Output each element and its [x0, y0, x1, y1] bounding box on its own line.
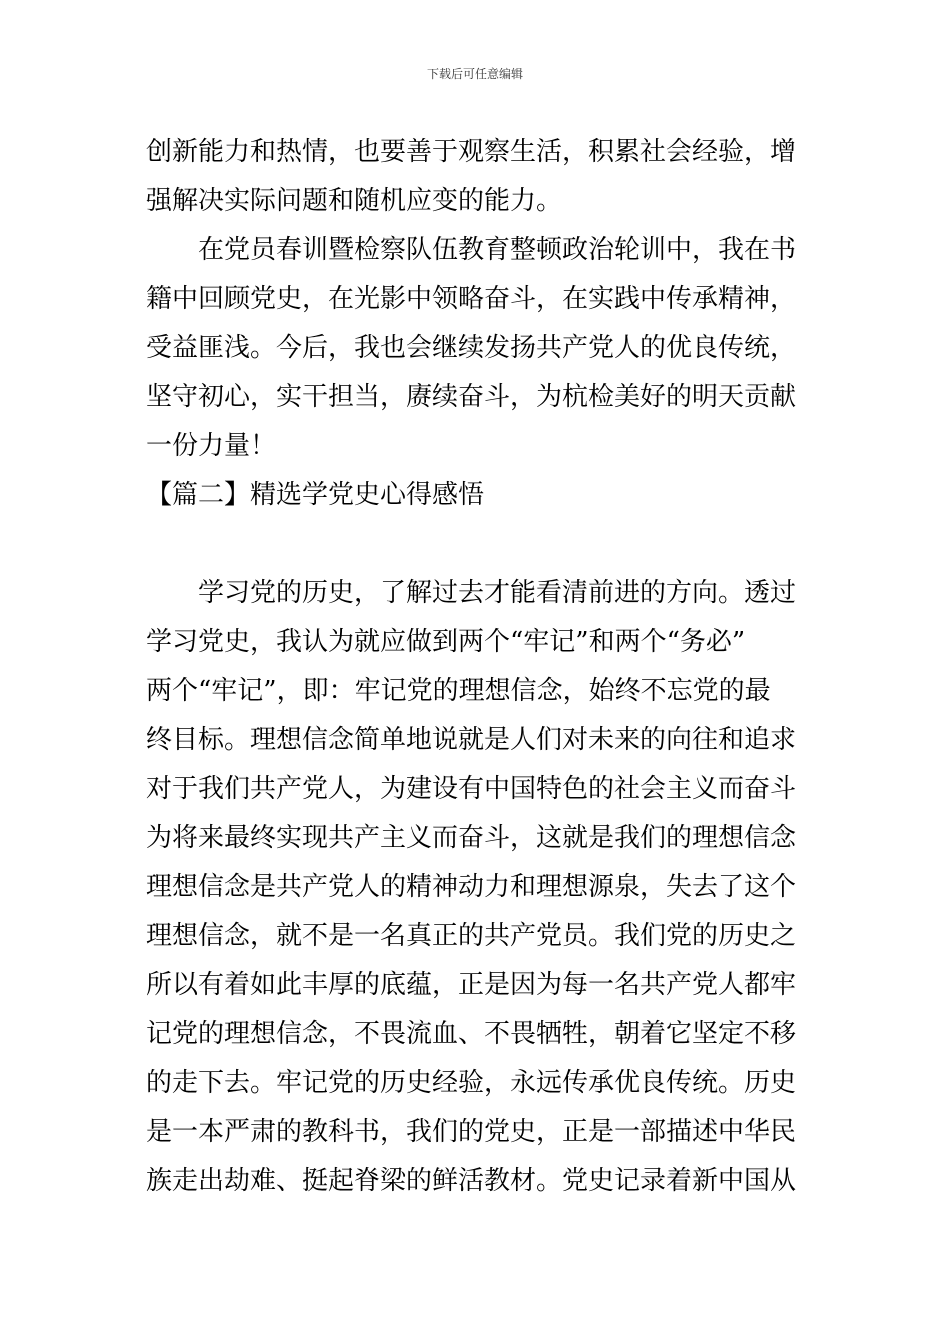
section-heading: 【篇二】精选学党史心得感悟 [146, 480, 485, 510]
text-line: 强解决实际问题和随机应变的能力。 [146, 186, 563, 216]
paragraph-start-line: 在党员春训暨检察队伍教育整顿政治轮训中，我在书 [198, 235, 797, 265]
text-line: 为将来最终实现共产主义而奋斗，这就是我们的理想信念 [146, 823, 797, 853]
blank-line [146, 520, 808, 569]
text-line: 对于我们共产党人，为建设有中国特色的社会主义而奋斗 [146, 774, 797, 804]
header-note: 下载后可任意编辑 [426, 67, 523, 81]
text-line: 创新能力和热情，也要善于观察生活，积累社会经验，增 [146, 137, 797, 167]
text-line: 是一本严肃的教科书，我们的党史，正是一部描述中华民 [146, 1117, 797, 1147]
document-body [146, 128, 808, 1206]
text-line: 理想信念，就不是一名真正的共产党员。我们党的历史之 [146, 921, 797, 951]
text-line: 族走出劫难、挺起脊梁的鲜活教材。党史记录着新中国从 [146, 1166, 797, 1196]
text-line: 籍中回顾党史，在光影中领略奋斗，在实践中传承精神， [146, 284, 797, 314]
text-line: 记党的理想信念，不畏流血、不畏牺牲，朝着它坚定不移 [146, 1019, 797, 1049]
text-line: 一份力量！ [146, 431, 277, 461]
text-line: 学习党史，我认为就应做到两个“牢记”和两个“务必” [146, 627, 746, 657]
text-line: 受益匪浅。今后，我也会继续发扬共产党人的优良传统， [146, 333, 797, 363]
text-line: 的走下去。牢记党的历史经验，永远传承优良传统。历史 [146, 1068, 797, 1098]
text-line: 所以有着如此丰厚的底蕴，正是因为每一名共产党人都牢 [146, 970, 797, 1000]
text-line: 理想信念是共产党人的精神动力和理想源泉，失去了这个 [146, 872, 797, 902]
text-line: 坚守初心，实干担当，赓续奋斗，为杭检美好的明天贡献 [146, 382, 797, 412]
text-line: 两个“牢记”，即：牢记党的理想信念，始终不忘党的最 [146, 676, 771, 706]
text-line: 终目标。理想信念简单地说就是人们对未来的向往和追求 [146, 725, 797, 755]
paragraph-start-line: 学习党的历史，了解过去才能看清前进的方向。透过 [198, 578, 797, 608]
